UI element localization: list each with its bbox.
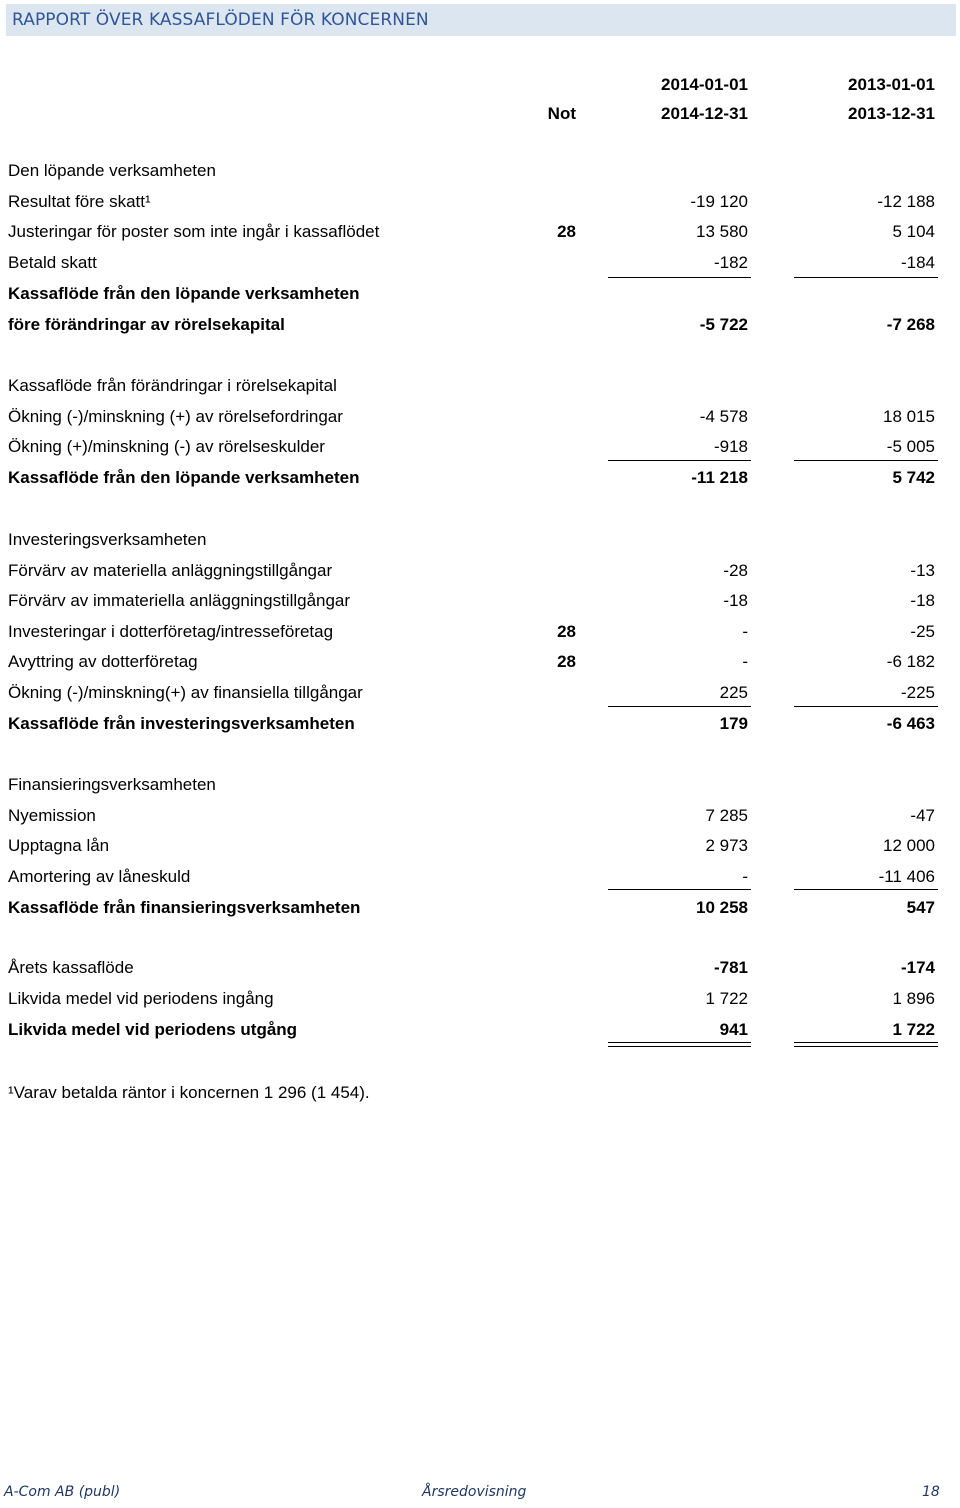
col-2014-from: 2014-01-01 (661, 75, 748, 94)
footnote: ¹Varav betalda räntor i koncernen 1 296 (1 454). (8, 1083, 370, 1102)
total-double-rule (608, 1046, 751, 1047)
row-label: Likvida medel vid periodens ingång (8, 989, 274, 1008)
row-value-2014: -18 (723, 591, 748, 610)
row-value-2013: -6 182 (886, 652, 935, 671)
row-value-2013: -12 188 (877, 192, 935, 211)
row-value-2013: 547 (906, 898, 935, 917)
row-value-2014: 941 (719, 1020, 748, 1039)
subtotal-rule (608, 706, 751, 707)
total-double-rule (794, 1046, 938, 1047)
col-2013-from: 2013-01-01 (848, 75, 935, 94)
subtotal-rule (794, 889, 938, 890)
row-value-2013: 18 015 (883, 407, 935, 426)
col-not-header: Not (547, 104, 576, 123)
row-value-2014: 1 722 (705, 989, 748, 1008)
row-label: Kassaflöde från den löpande verksamheten (8, 284, 360, 303)
row-label: Kassaflöde från investeringsverksamheten (8, 714, 355, 733)
row-value-2014: -781 (713, 958, 748, 977)
row-label: Betald skatt (8, 253, 97, 272)
row-label: Amortering av låneskuld (8, 867, 191, 886)
total-double-rule (608, 1042, 751, 1043)
row-value-2014: 7 285 (705, 806, 748, 825)
row-value-2014: -182 (713, 253, 748, 272)
row-label: före förändringar av rörelsekapital (8, 315, 285, 334)
row-value-2013: -225 (900, 683, 935, 702)
row-label: Förvärv av immateriella anläggningstillgångar (8, 591, 351, 610)
row-value-2013: 12 000 (883, 836, 935, 855)
row-label: Resultat före skatt¹ (8, 192, 151, 211)
row-label: Investeringsverksamheten (8, 530, 207, 549)
row-value-2013: -7 268 (886, 315, 935, 334)
row-note-ref: 28 (557, 652, 576, 671)
row-value-2014: -918 (713, 437, 748, 456)
row-value-2014: -11 218 (691, 468, 748, 487)
row-value-2013: -13 (910, 561, 935, 580)
row-value-2013: -5 005 (886, 437, 935, 456)
report-title-bar (6, 4, 956, 36)
row-label: Den löpande verksamheten (8, 161, 216, 180)
row-value-2013: 1 722 (892, 1020, 935, 1039)
row-value-2014: 179 (719, 714, 748, 733)
row-label: Finansieringsverksamheten (8, 775, 216, 794)
row-value-2013: 5 742 (892, 468, 935, 487)
row-label: Ökning (+)/minskning (-) av rörelseskulder (8, 437, 325, 456)
row-label: Ökning (-)/minskning(+) av finansiella tillgångar (8, 683, 363, 702)
row-value-2014: 225 (719, 683, 748, 702)
subtotal-rule (794, 277, 938, 278)
row-value-2013: -47 (910, 806, 935, 825)
subtotal-rule (608, 460, 751, 461)
subtotal-rule (608, 889, 751, 890)
row-label: Nyemission (8, 806, 96, 825)
row-value-2014: 2 973 (705, 836, 748, 855)
report-title: RAPPORT ÖVER KASSAFLÖDEN FÖR KONCERNEN (12, 10, 429, 30)
footer-company: A-Com AB (publ) (4, 1484, 121, 1500)
row-note-ref: 28 (557, 622, 576, 641)
col-2014-to: 2014-12-31 (661, 104, 748, 123)
footer-page-number: 18 (922, 1484, 940, 1500)
row-label: Justeringar för poster som inte ingår i kassaflödet (8, 222, 380, 241)
row-label: Ökning (-)/minskning (+) av rörelsefordringar (8, 407, 343, 426)
row-value-2013: -184 (900, 253, 935, 272)
row-value-2014: -19 120 (690, 192, 748, 211)
row-value-2014: 13 580 (696, 222, 748, 241)
subtotal-rule (794, 706, 938, 707)
total-double-rule (794, 1042, 938, 1043)
row-label: Upptagna lån (8, 836, 110, 855)
row-value-2013: -174 (900, 958, 935, 977)
row-value-2014: - (742, 867, 748, 886)
row-value-2013: -6 463 (886, 714, 935, 733)
col-2013-to: 2013-12-31 (848, 104, 935, 123)
row-label: Årets kassaflöde (8, 958, 134, 977)
row-label: Investeringar i dotterföretag/intresseföretag (8, 622, 334, 641)
row-value-2014: -4 578 (699, 407, 748, 426)
footer-document: Årsredovisning (422, 1484, 527, 1500)
row-value-2014: -28 (723, 561, 748, 580)
row-label: Kassaflöde från finansieringsverksamheten (8, 898, 361, 917)
subtotal-rule (608, 277, 751, 278)
row-value-2014: 10 258 (696, 898, 748, 917)
row-value-2013: -18 (910, 591, 935, 610)
row-label: Avyttring av dotterföretag (8, 652, 198, 671)
row-label: Likvida medel vid periodens utgång (8, 1020, 298, 1039)
row-value-2014: -5 722 (699, 315, 748, 334)
row-value-2013: 1 896 (892, 989, 935, 1008)
row-value-2014: - (742, 622, 748, 641)
row-value-2014: - (742, 652, 748, 671)
row-value-2013: -11 406 (878, 867, 935, 886)
row-label: Kassaflöde från förändringar i rörelsekapital (8, 376, 337, 395)
row-label: Förvärv av materiella anläggningstillgångar (8, 561, 333, 580)
row-note-ref: 28 (557, 222, 576, 241)
row-label: Kassaflöde från den löpande verksamheten (8, 468, 360, 487)
subtotal-rule (794, 460, 938, 461)
row-value-2013: -25 (910, 622, 935, 641)
row-value-2013: 5 104 (892, 222, 935, 241)
